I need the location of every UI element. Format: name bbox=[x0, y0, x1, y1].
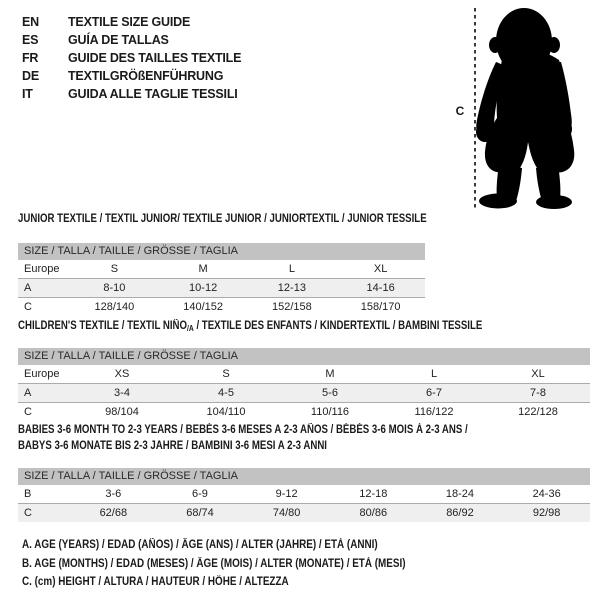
size-cell: 62/68 bbox=[99, 507, 128, 519]
size-cell: XL bbox=[531, 368, 545, 380]
size-cell: 5-6 bbox=[322, 387, 338, 399]
row-label: B bbox=[24, 488, 32, 500]
size-cell: 98/104 bbox=[105, 406, 139, 418]
language-label: TEXTILE SIZE GUIDE bbox=[68, 15, 191, 29]
table-row-height bbox=[18, 403, 590, 422]
childrens-size-table bbox=[18, 365, 590, 421]
size-cell: 140/152 bbox=[183, 301, 223, 313]
footnote-c: C. (cm) HEIGHT / ALTURA / HAUTEUR / HÖHE / ALTEZZA bbox=[22, 576, 289, 588]
size-cell: L bbox=[430, 368, 438, 380]
size-cell: 4-5 bbox=[218, 387, 234, 399]
table-row-age bbox=[18, 279, 425, 298]
table-row-age-months bbox=[18, 485, 590, 504]
size-cell: 18-24 bbox=[445, 488, 475, 500]
childrens-textile-section bbox=[18, 319, 590, 421]
size-cell: 86/92 bbox=[446, 507, 474, 519]
size-cell: XS bbox=[114, 368, 130, 380]
size-cell: 24-36 bbox=[532, 488, 561, 500]
language-code: IT bbox=[22, 87, 33, 101]
size-cell: S bbox=[222, 368, 230, 380]
row-label: A bbox=[24, 282, 32, 294]
size-cell: L bbox=[288, 263, 295, 275]
row-label: C bbox=[24, 507, 32, 519]
table-row-europe bbox=[18, 365, 590, 384]
language-header bbox=[22, 13, 241, 103]
size-cell: 116/122 bbox=[414, 406, 454, 418]
babies-textile-section bbox=[18, 423, 590, 522]
title-part: CHILDREN'S TEXTILE / TEXTIL NIÑO bbox=[18, 320, 188, 332]
height-measure-label: C bbox=[455, 104, 465, 118]
junior-size-table bbox=[18, 260, 425, 316]
baby-silhouette-icon bbox=[468, 0, 600, 215]
babies-size-table bbox=[18, 485, 590, 522]
size-cell: 74/80 bbox=[272, 507, 301, 519]
size-cell: 110/116 bbox=[310, 406, 350, 418]
size-cell: 14-16 bbox=[366, 282, 395, 294]
language-row-en bbox=[22, 13, 241, 31]
size-cell: 158/170 bbox=[360, 301, 401, 313]
language-label: GUIDA ALLE TAGLIE TESSILI bbox=[68, 87, 238, 101]
size-cell: XL bbox=[373, 263, 388, 275]
language-label: GUÍA DE TALLAS bbox=[68, 33, 169, 47]
size-cell: 6-7 bbox=[426, 387, 442, 399]
junior-size-header-bar: SIZE / TALLA / TAILLE / GRÖSSE / TAGLIA bbox=[18, 243, 425, 260]
language-row-de bbox=[22, 67, 241, 85]
language-row-it bbox=[22, 85, 241, 103]
babies-size-header-bar: SIZE / TALLA / TAILLE / GRÖSSE / TAGLIA bbox=[18, 468, 590, 485]
size-cell: 152/158 bbox=[271, 301, 312, 313]
size-cell: 10-12 bbox=[189, 282, 218, 294]
baby-figure bbox=[468, 0, 600, 215]
row-label: C bbox=[24, 406, 32, 418]
table-row-age bbox=[18, 384, 590, 403]
junior-textile-section bbox=[18, 212, 425, 316]
row-label: A bbox=[24, 387, 32, 399]
size-cell: 128/140 bbox=[94, 301, 135, 313]
size-cell: 3-6 bbox=[105, 488, 122, 500]
childrens-size-header-bar: SIZE / TALLA / TAILLE / GRÖSSE / TAGLIA bbox=[18, 348, 590, 365]
title-part: / TEXTILE DES ENFANTS / KINDERTEXTIL / BAMBINI TESSILE bbox=[193, 320, 483, 332]
language-code: DE bbox=[22, 69, 39, 83]
table-row-europe bbox=[18, 260, 425, 279]
size-cell: 3-4 bbox=[114, 387, 130, 399]
footnotes bbox=[22, 536, 468, 592]
size-cell: 12-13 bbox=[277, 282, 306, 294]
size-cell: 7-8 bbox=[530, 387, 546, 399]
babies-table-title-line2: BABYS 3-6 MONATE BIS 2-3 JAHRE / BAMBINI 3-6 MESI A 2-3 ANNI bbox=[18, 440, 327, 452]
row-label: Europe bbox=[24, 263, 60, 275]
title-subscript: /A bbox=[187, 324, 194, 333]
language-label: GUIDE DES TAILLES TEXTILE bbox=[68, 51, 242, 65]
size-cell: 80/86 bbox=[359, 507, 388, 519]
footnote-b: B. AGE (MONTHS) / EDAD (MESES) / ÂGE (MOIS) / ALTER (MONATE) / ETÀ (MESI) bbox=[22, 557, 406, 570]
footnote-a: A. AGE (YEARS) / EDAD (AÑOS) / ÂGE (ANS) / ALTER (JAHRE) / ETÀ (ANNI) bbox=[22, 539, 378, 551]
row-label: Europe bbox=[24, 368, 60, 380]
language-code: ES bbox=[22, 33, 39, 47]
size-cell: 92/98 bbox=[532, 507, 561, 519]
size-cell: 12-18 bbox=[359, 488, 388, 500]
size-cell: 6-9 bbox=[192, 488, 208, 500]
size-cell: 122/128 bbox=[518, 406, 558, 418]
language-row-fr bbox=[22, 49, 241, 67]
table-row-height bbox=[18, 298, 425, 317]
size-cell: 8-10 bbox=[103, 282, 126, 294]
size-cell: M bbox=[198, 263, 208, 275]
size-cell: 104/110 bbox=[206, 406, 246, 418]
language-code: EN bbox=[22, 15, 39, 29]
size-cell: 9-12 bbox=[275, 488, 298, 500]
childrens-table-title bbox=[18, 319, 498, 334]
row-label: C bbox=[24, 301, 32, 313]
language-label: TEXTILGRÖßENFÜHRUNG bbox=[68, 69, 224, 83]
size-cell: 68/74 bbox=[186, 507, 214, 519]
language-code: FR bbox=[22, 51, 39, 65]
junior-table-title: JUNIOR TEXTILE / TEXTIL JUNIOR/ TEXTILE JUNIOR / JUNIORTEXTIL / JUNIOR TESSILE bbox=[18, 213, 427, 225]
size-cell: M bbox=[325, 368, 335, 380]
babies-table-title-line1: BABIES 3-6 MONTH TO 2-3 YEARS / BEBÉS 3-6 MESES A 2-3 AÑOS / BÉBÉS 3-6 MOIS À 2-3 ANS / bbox=[18, 424, 468, 436]
table-row-height bbox=[18, 504, 590, 523]
size-cell: S bbox=[110, 263, 119, 275]
language-row-es bbox=[22, 31, 241, 49]
